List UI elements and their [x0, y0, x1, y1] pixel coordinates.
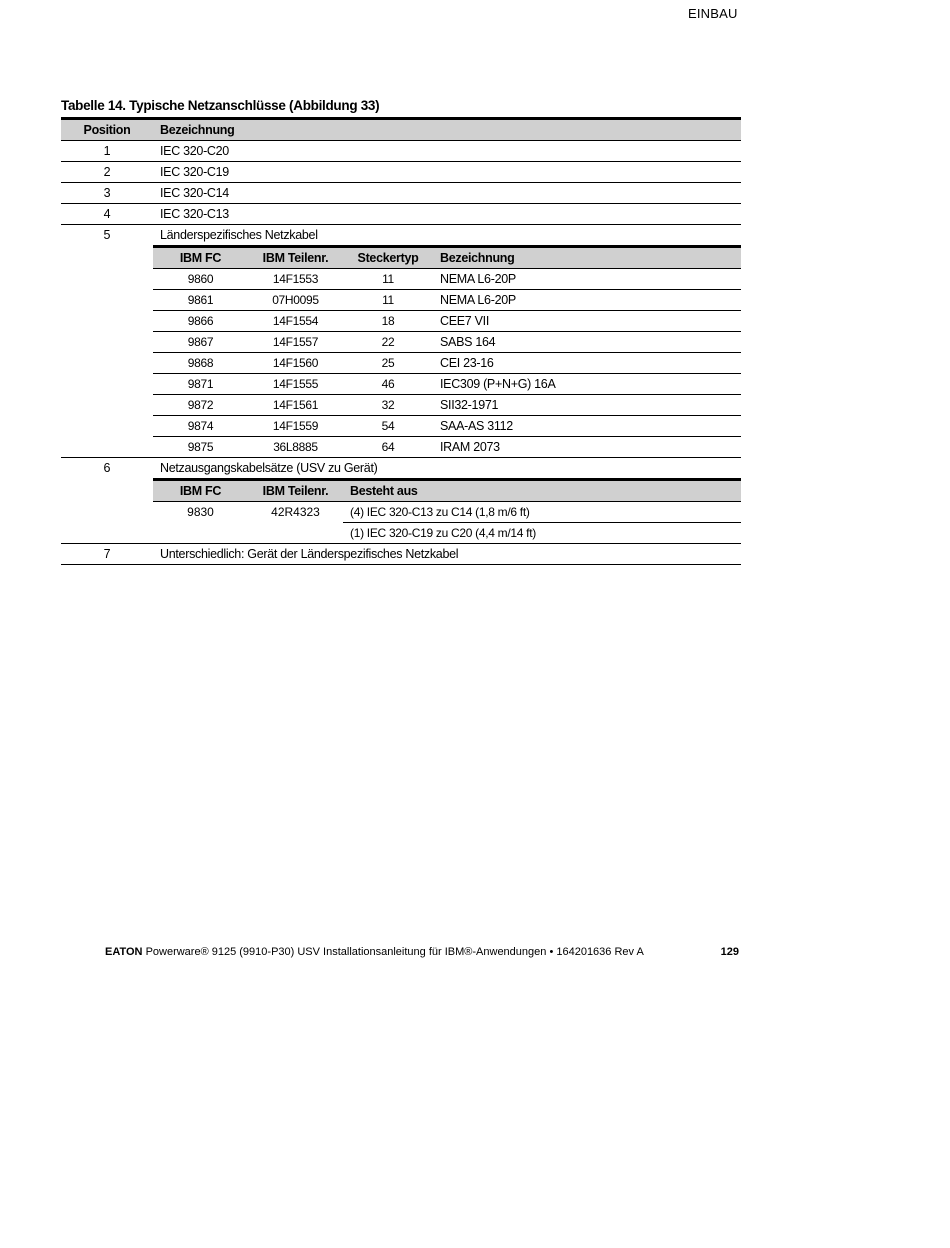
cell-fc: 9868: [187, 356, 214, 370]
subheader-ibm-part: IBM Teilenr.: [262, 251, 329, 265]
cell-fc: 9871: [187, 377, 214, 391]
row-bezeichnung: IEC 320-C19: [160, 165, 229, 179]
table-row: [61, 544, 741, 565]
cell-type: 46: [381, 377, 395, 391]
cell-fc: 9874: [187, 419, 214, 433]
kit-item: (1) IEC 320-C19 zu C20 (4,4 m/14 ft): [343, 522, 741, 543]
row-position: 6: [103, 461, 111, 475]
table-title: Tabelle 14. Typische Netzanschlüsse (Abbildung 33): [61, 98, 380, 113]
cell-fc: 9875: [187, 440, 214, 454]
row-position: 2: [103, 165, 111, 179]
cell-part: 36L8885: [273, 440, 318, 454]
cell-bez: NEMA L6-20P: [440, 293, 516, 307]
cell-part: 14F1560: [272, 356, 319, 370]
row-position: 1: [103, 144, 111, 158]
cell-bez: SII32-1971: [440, 398, 499, 412]
subtable-row: [153, 290, 741, 311]
cell-type: 25: [381, 356, 395, 370]
kit-item: (4) IEC 320-C13 zu C14 (1,8 m/6 ft): [350, 505, 530, 519]
cell-type: 22: [381, 335, 395, 349]
cell-type: 11: [382, 272, 394, 286]
subheader-consists-of: Besteht aus: [350, 484, 418, 498]
subheader-ibm-fc: IBM FC: [179, 251, 222, 265]
cell-part: 42R4323: [271, 505, 320, 519]
page-number: 129: [720, 946, 739, 958]
cell-part: 14F1561: [272, 398, 319, 412]
cell-bez: CEE7 VII: [440, 314, 490, 328]
row-position: 5: [103, 228, 111, 242]
table-row: [61, 141, 741, 162]
cell-fc: 9830: [187, 505, 214, 519]
row-position: 3: [103, 186, 111, 200]
row-bezeichnung: IEC 320-C13: [160, 207, 229, 221]
row-position: 7: [103, 547, 111, 561]
cell-type: 54: [381, 419, 395, 433]
cell-part: 14F1554: [272, 314, 319, 328]
cell-bez: SABS 164: [440, 335, 496, 349]
subtable-row: [153, 332, 741, 353]
country-cable-subtable: [153, 245, 741, 457]
cell-fc: 9867: [187, 335, 214, 349]
subtable-row: [153, 416, 741, 437]
cell-type: 64: [381, 440, 395, 454]
subtable-row: [153, 374, 741, 395]
output-kit-subtable: [153, 478, 741, 543]
subtable-row: [153, 437, 741, 457]
table-row: [61, 162, 741, 183]
cell-part: 14F1559: [272, 419, 319, 433]
subtable-header-row: [153, 481, 741, 502]
section-header: EINBAU: [688, 6, 738, 21]
cell-part: 14F1557: [272, 335, 319, 349]
cell-bez: IRAM 2073: [440, 440, 500, 454]
cell-type: 18: [381, 314, 395, 328]
subtable-header-row: [153, 248, 741, 269]
subheader-bezeichnung: Bezeichnung: [440, 251, 515, 265]
footer-text: [105, 946, 644, 958]
cell-part: 14F1553: [272, 272, 319, 286]
row-bezeichnung: IEC 320-C20: [160, 144, 229, 158]
footer-brand: EATON: [105, 946, 143, 958]
cell-bez: CEI 23-16: [440, 356, 494, 370]
table-row-output-kits: [61, 458, 741, 544]
page-footer: [105, 946, 739, 958]
cell-fc: 9872: [187, 398, 214, 412]
table-header-row: [61, 120, 741, 141]
subtable-row: [153, 353, 741, 374]
subheader-plug-type: Steckertyp: [357, 251, 419, 265]
cell-fc: 9866: [187, 314, 214, 328]
cell-bez: SAA-AS 3112: [440, 419, 513, 433]
subheader-ibm-fc: IBM FC: [179, 484, 222, 498]
table-row: [61, 183, 741, 204]
table-row-country-cables: [61, 225, 741, 458]
cell-bez: NEMA L6-20P: [440, 272, 516, 286]
cell-fc: 9860: [187, 272, 214, 286]
cell-bez: IEC309 (P+N+G) 16A: [440, 377, 556, 391]
row-bezeichnung: IEC 320-C14: [160, 186, 229, 200]
kit-items: [343, 502, 741, 543]
header-position: Position: [83, 123, 131, 137]
footer-description: Powerware® 9125 (9910-P30) USV Installationsanleitung für IBM®-Anwendungen • 164201636 Rev A: [145, 946, 644, 958]
cell-part: 07H0095: [272, 293, 319, 307]
row-bezeichnung: Unterschiedlich: Gerät der Länderspezifisches Netzkabel: [160, 547, 459, 561]
header-bezeichnung: Bezeichnung: [160, 123, 235, 137]
row-bezeichnung: Netzausgangskabelsätze (USV zu Gerät): [160, 461, 378, 475]
subheader-ibm-part: IBM Teilenr.: [262, 484, 329, 498]
cell-part: 14F1555: [272, 377, 319, 391]
table-row: [61, 204, 741, 225]
subtable-row: [153, 395, 741, 416]
row-position: 4: [103, 207, 111, 221]
row-bezeichnung: Länderspezifisches Netzkabel: [160, 228, 318, 242]
kit-row: [153, 502, 741, 543]
subtable-row: [153, 311, 741, 332]
cell-type: 32: [381, 398, 395, 412]
cell-fc: 9861: [187, 293, 214, 307]
cell-type: 11: [382, 293, 394, 307]
power-connections-table: [61, 117, 741, 565]
subtable-row: [153, 269, 741, 290]
